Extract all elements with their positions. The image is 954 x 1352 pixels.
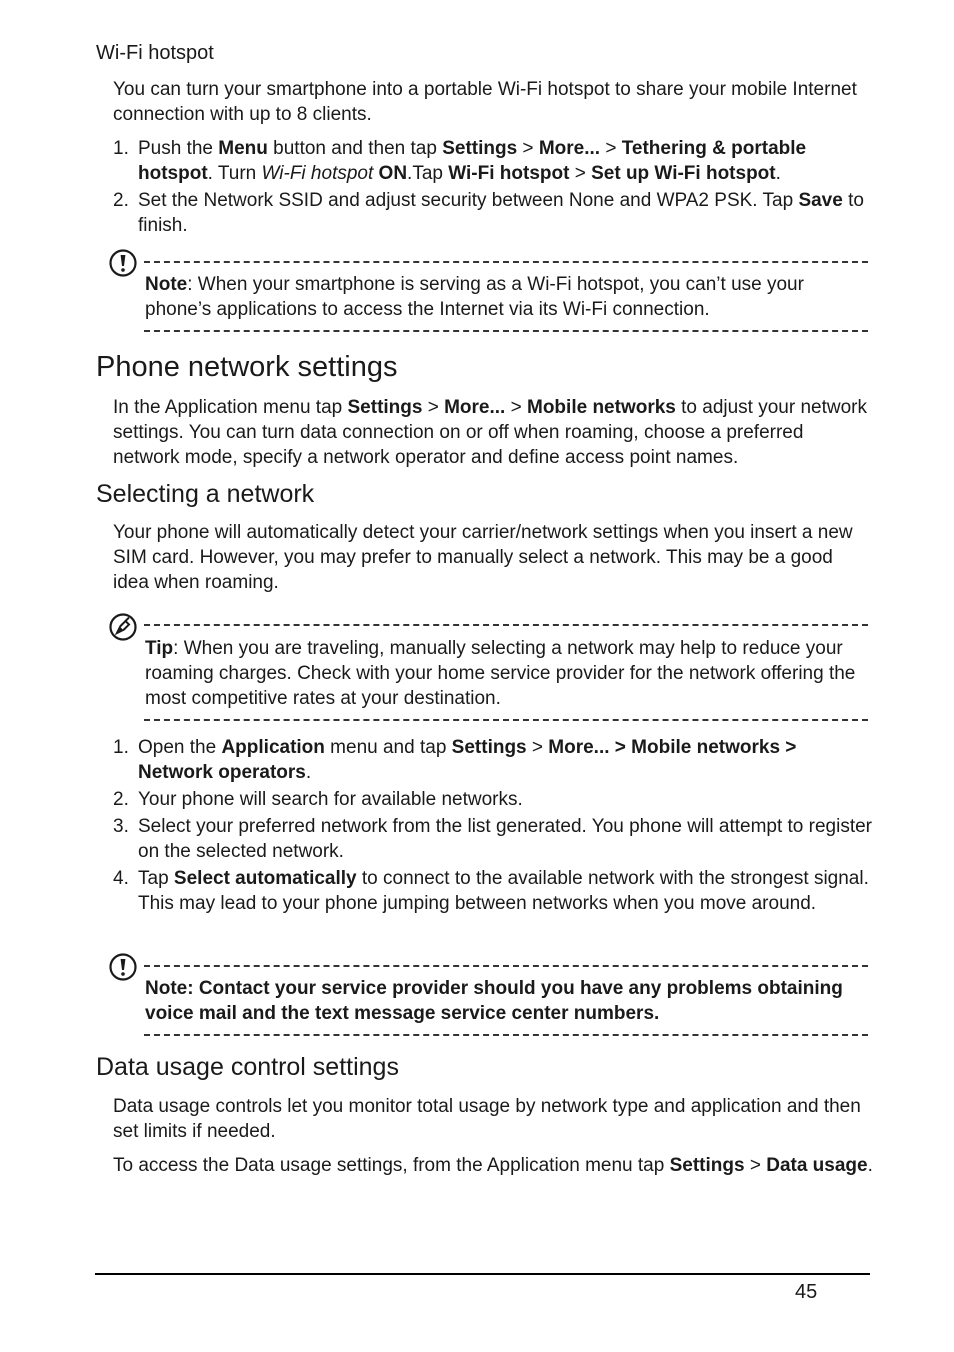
wifi-hotspot-intro: You can turn your smartphone into a portable Wi-Fi hotspot to share your mobile Internet connection with up to 8 clients. bbox=[113, 79, 857, 125]
dashed-divider bbox=[144, 965, 868, 967]
tip-label: Tip bbox=[145, 638, 174, 659]
phone-network-heading: Phone network settings bbox=[96, 351, 398, 383]
step-bold: ON bbox=[378, 163, 408, 184]
step-text: . Turn bbox=[207, 163, 262, 184]
step-bold: Wi-Fi hotspot bbox=[448, 163, 570, 184]
tip-text bbox=[145, 636, 867, 711]
step-bold: Set up Wi-Fi hotspot bbox=[591, 163, 776, 184]
data-usage-para-2 bbox=[113, 1153, 873, 1178]
note-body: : When your smartphone is serving as a Wi-Fi hotspot, you can’t use your phone’s applications to access the Internet via its Wi-Fi connection. bbox=[145, 274, 804, 320]
note-label: Note bbox=[145, 274, 188, 295]
note-text bbox=[145, 976, 867, 1026]
step-bold: Settings bbox=[442, 138, 518, 159]
step-text: Select your preferred network from the list generated. You phone will attempt to register on the selected network. bbox=[138, 816, 873, 862]
para-bold: Data usage bbox=[766, 1155, 868, 1176]
step-text: > bbox=[526, 737, 549, 758]
dashed-divider bbox=[144, 1034, 868, 1036]
tip-body: : When you are traveling, manually selecting a network may help to reduce your roaming charges. Check with your home service provider for the network offering the most competitive rates at your destination. bbox=[145, 638, 856, 709]
dashed-divider bbox=[144, 330, 868, 332]
note-text bbox=[145, 272, 867, 322]
step-text: to connect to the available network with the strongest signal. This may lead to your phone jumping between networks when you move around. bbox=[138, 868, 869, 914]
selecting-network-heading: Selecting a network bbox=[96, 480, 315, 508]
step-text: > bbox=[600, 138, 622, 159]
list-item bbox=[113, 866, 873, 916]
para-bold: Mobile networks bbox=[527, 397, 676, 418]
para-bold: Settings bbox=[669, 1155, 745, 1176]
dashed-divider bbox=[144, 261, 868, 263]
wifi-hotspot-steps bbox=[113, 136, 873, 240]
para-text: to adjust your network settings. You can turn data connection on or off when roaming, choose a preferred network mode, specify a network operator and define access point names. bbox=[113, 397, 868, 468]
step-text: > bbox=[569, 163, 592, 184]
step-bold: Select automatically bbox=[173, 868, 357, 889]
phone-network-intro bbox=[113, 395, 873, 470]
warning-icon bbox=[108, 952, 138, 982]
list-item bbox=[113, 188, 873, 238]
step-text: .Tap bbox=[407, 163, 449, 184]
tip-callout bbox=[96, 612, 870, 727]
step-text: Open the bbox=[138, 737, 222, 758]
step-text: Your phone will search for available networks. bbox=[138, 789, 523, 810]
dashed-divider bbox=[144, 624, 868, 626]
step-text: Tap bbox=[138, 868, 174, 889]
step-text: to finish. bbox=[138, 190, 864, 236]
para-text: To access the Data usage settings, from the Application menu tap bbox=[113, 1155, 670, 1176]
page-number: 45 bbox=[795, 1281, 818, 1303]
para-bold: Settings bbox=[347, 397, 423, 418]
step-number: 1. bbox=[113, 737, 129, 758]
step-bold: More... > Mobile networks > Network operators bbox=[138, 737, 797, 783]
step-number: 4. bbox=[113, 868, 129, 889]
step-text: Set the Network SSID and adjust security between None and WPA2 PSK. Tap bbox=[138, 190, 799, 211]
step-bold: Tethering & portable hotspot bbox=[138, 138, 807, 184]
para-text: > bbox=[744, 1155, 767, 1176]
para-text: > bbox=[505, 397, 527, 418]
para-text: . bbox=[867, 1155, 873, 1176]
list-item bbox=[113, 814, 873, 864]
step-italic: Wi-Fi hotspot bbox=[261, 163, 374, 184]
step-text: > bbox=[517, 138, 539, 159]
footer-rule bbox=[95, 1273, 870, 1275]
step-bold: More... bbox=[538, 138, 601, 159]
step-text: menu and tap bbox=[324, 737, 452, 758]
dashed-divider bbox=[144, 719, 868, 721]
note-callout bbox=[96, 952, 870, 1042]
step-number: 1. bbox=[113, 138, 129, 159]
para-text: > bbox=[422, 397, 445, 418]
wifi-hotspot-heading: Wi-Fi hotspot bbox=[96, 42, 214, 64]
warning-icon bbox=[108, 248, 138, 278]
step-text: . bbox=[775, 163, 781, 184]
note-callout bbox=[96, 248, 870, 338]
selecting-network-intro: Your phone will automatically detect your carrier/network settings when you insert a new SIM card. However, you may prefer to manually select a network. This may be a good idea when roaming. bbox=[113, 522, 853, 593]
step-number: 2. bbox=[113, 789, 129, 810]
step-text: button and then tap bbox=[267, 138, 443, 159]
step-number: 2. bbox=[113, 190, 129, 211]
data-usage-para-1: Data usage controls let you monitor total usage by network type and application and then set limits if needed. bbox=[113, 1096, 861, 1142]
list-item bbox=[113, 136, 873, 186]
note-body: Note: Contact your service provider should you have any problems obtaining voice mail and the text message service center numbers. bbox=[145, 978, 843, 1024]
list-item bbox=[113, 735, 873, 785]
step-text: . bbox=[305, 762, 312, 783]
step-text: Push the bbox=[138, 138, 219, 159]
step-bold: Menu bbox=[218, 138, 268, 159]
data-usage-heading: Data usage control settings bbox=[96, 1053, 399, 1081]
para-text: In the Application menu tap bbox=[113, 397, 348, 418]
tip-icon bbox=[108, 612, 138, 642]
list-item bbox=[113, 787, 873, 812]
step-number: 3. bbox=[113, 816, 129, 837]
step-bold: Settings bbox=[451, 737, 527, 758]
step-bold: Save bbox=[798, 190, 843, 211]
selecting-network-steps bbox=[113, 735, 873, 918]
para-bold: More... bbox=[444, 397, 506, 418]
step-bold: Application bbox=[221, 737, 325, 758]
